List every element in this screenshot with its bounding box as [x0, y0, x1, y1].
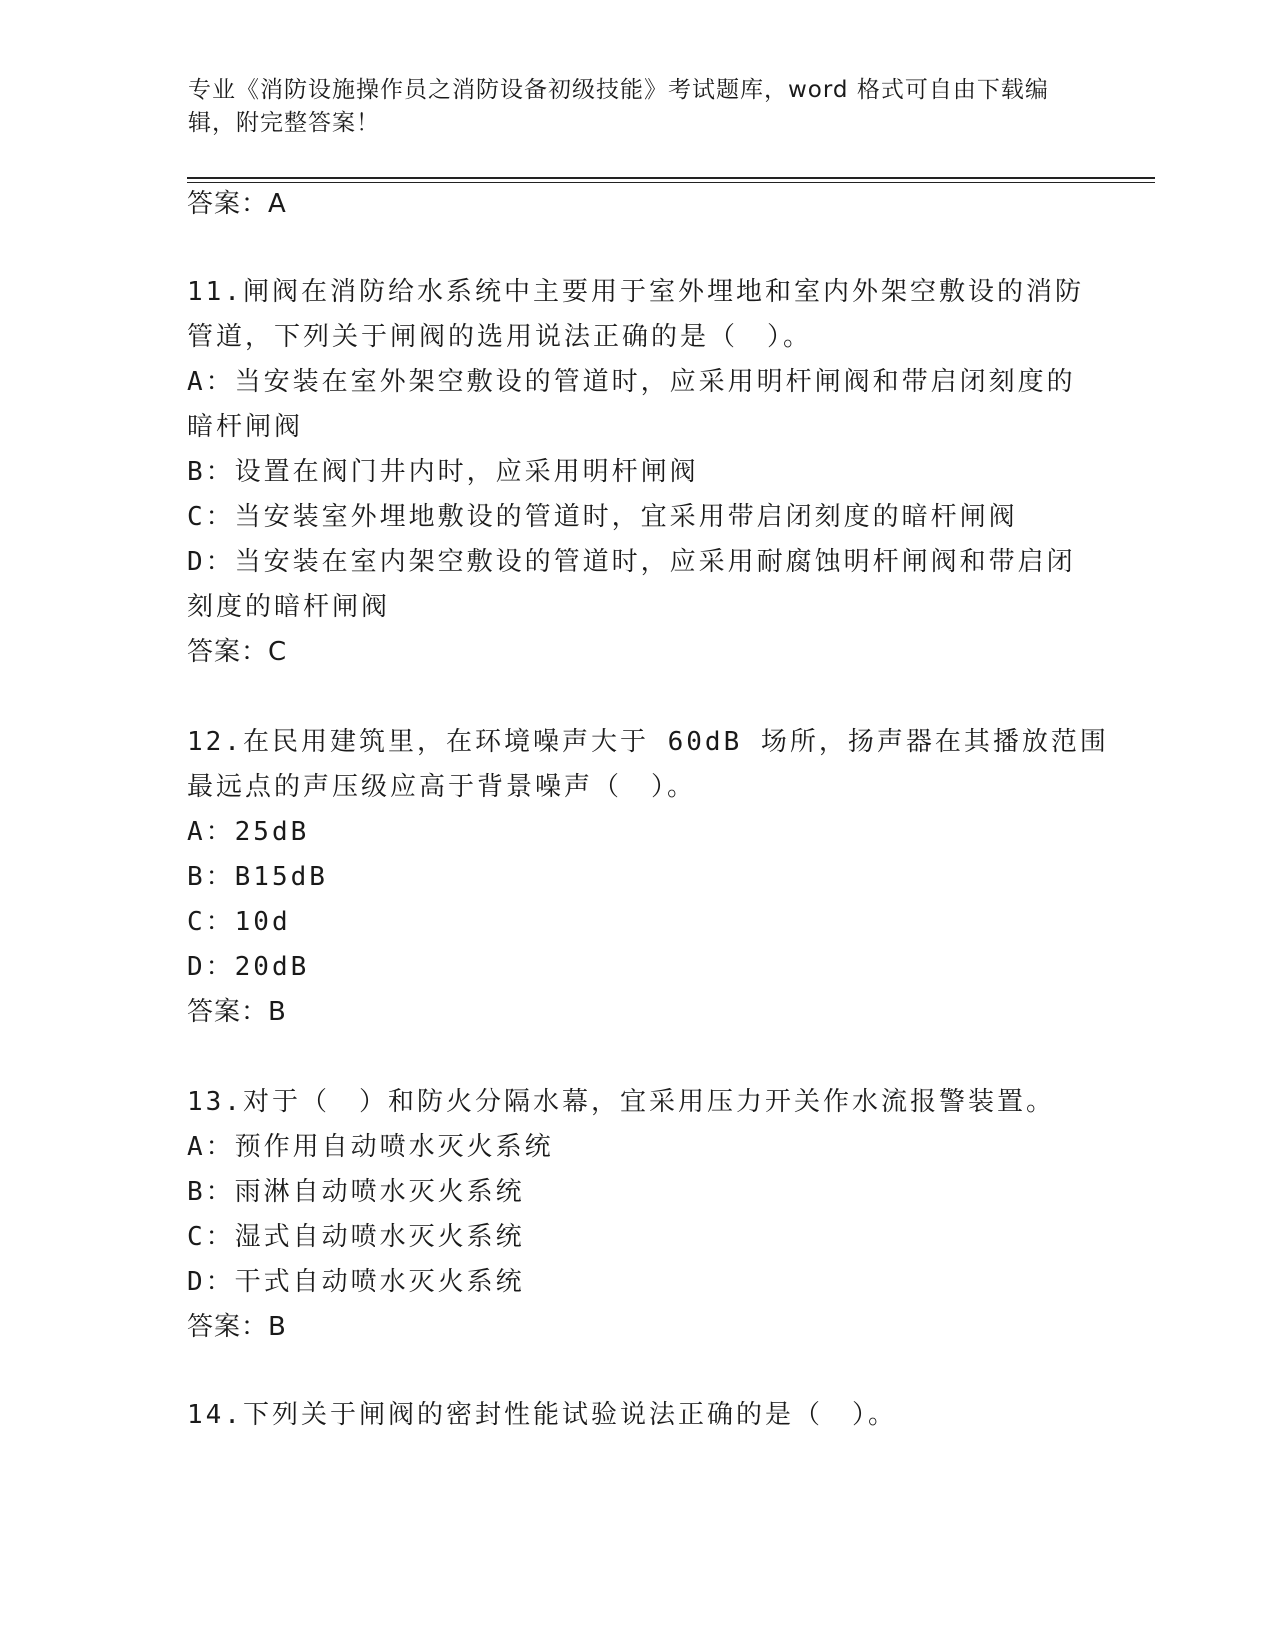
question-12-option-c: C：10d: [187, 907, 291, 937]
header-rule-thin: [187, 182, 1155, 183]
question-13-option-a: A：预作用自动喷水灭火系统: [187, 1132, 554, 1162]
question-12-option-b: B：B15dB: [187, 862, 328, 892]
question-11-answer: 答案：C: [187, 637, 288, 667]
question-11-option-a-line-2: 暗杆闸阀: [187, 412, 304, 442]
question-13-option-c: C：湿式自动喷水灭火系统: [187, 1222, 525, 1252]
question-11-option-a-line-1: A：当安装在室外架空敷设的管道时，应采用明杆闸阀和带启闭刻度的: [187, 367, 1076, 397]
question-13-option-d: D：干式自动喷水灭火系统: [187, 1267, 525, 1297]
document-header: [188, 74, 1068, 140]
question-13-option-b: B：雨淋自动喷水灭火系统: [187, 1177, 525, 1207]
prev-answer: 答案：A: [187, 189, 287, 219]
question-11-option-d-line-1: D：当安装在室内架空敷设的管道时，应采用耐腐蚀明杆闸阀和带启闭: [187, 547, 1076, 577]
question-12-answer: 答案：B: [187, 997, 287, 1027]
question-11-option-d-line-2: 刻度的暗杆闸阀: [187, 592, 391, 622]
question-12-option-a: A：25dB: [187, 817, 310, 847]
question-11-option-b: B：设置在阀门井内时，应采用明杆闸阀: [187, 457, 699, 487]
header-line-2: 辑，附完整答案！: [188, 110, 380, 136]
question-12-option-d: D：20dB: [187, 952, 310, 982]
question-11-stem-line-1: 11.闸阀在消防给水系统中主要用于室外埋地和室内外架空敷设的消防: [187, 277, 1084, 307]
question-11-option-c: C：当安装室外埋地敷设的管道时，宜采用带启闭刻度的暗杆闸阀: [187, 502, 1018, 532]
header-line-1: 专业《消防设施操作员之消防设备初级技能》考试题库，word 格式可自由下载编: [188, 77, 1049, 103]
question-12-stem-line-1: 12.在民用建筑里，在环境噪声大于 60dB 场所，扬声器在其播放范围: [187, 727, 1109, 757]
question-13-answer: 答案：B: [187, 1312, 287, 1342]
header-rule-thick: [187, 177, 1155, 179]
question-13-stem: 13.对于（ ）和防火分隔水幕，宜采用压力开关作水流报警装置。: [187, 1087, 1055, 1117]
question-14-stem: 14.下列关于闸阀的密封性能试验说法正确的是（ ）。: [187, 1400, 897, 1430]
question-11-stem-line-2: 管道，下列关于闸阀的选用说法正确的是（ ）。: [187, 322, 813, 352]
question-12-stem-line-2: 最远点的声压级应高于背景噪声（ ）。: [187, 772, 697, 802]
